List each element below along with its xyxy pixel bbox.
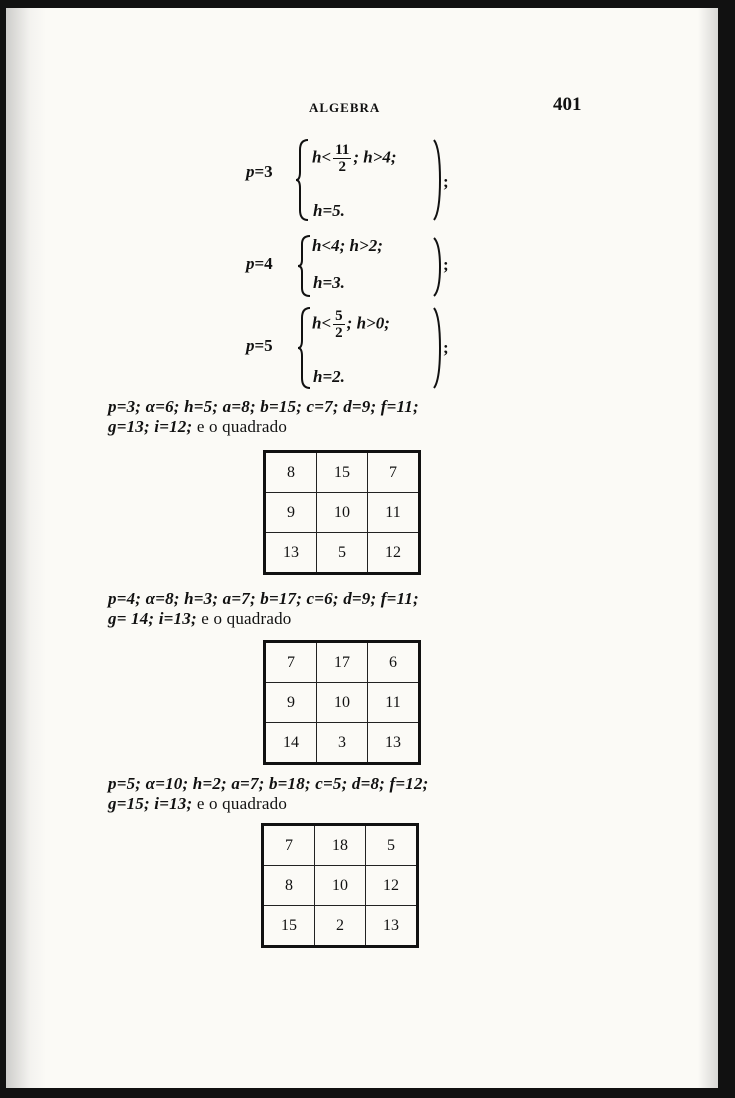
table-row xyxy=(265,493,420,533)
system-semicolon: ; xyxy=(443,255,449,274)
square-cell: 8 xyxy=(265,452,317,493)
square-cell: 10 xyxy=(317,493,368,533)
square-cell: 13 xyxy=(385,733,401,751)
system-semicolon: ; xyxy=(443,172,449,191)
square-cell: 6 xyxy=(368,642,420,683)
case-1-line-2: g=13; i=12; e o quadrado xyxy=(108,417,288,436)
book-page xyxy=(6,8,718,1088)
left-brace-icon xyxy=(298,306,312,390)
system-line-1: h<4; h>2; xyxy=(312,236,383,255)
square-cell: 11 xyxy=(368,683,420,723)
square-cell: 12 xyxy=(385,543,401,561)
square-cell: 2 xyxy=(315,906,366,947)
fraction: $\frac{5}{2}$ xyxy=(335,308,343,341)
table-row xyxy=(265,723,420,764)
square-cell: 8 xyxy=(263,866,315,906)
table-row xyxy=(265,683,420,723)
table-row xyxy=(263,866,418,906)
case-3-line-1: p=5; α=10; h=2; a=7; b=18; c=5; d=8; f=12; xyxy=(108,774,429,793)
running-header: ALGEBRA xyxy=(309,100,381,115)
square-cell: 18 xyxy=(315,825,366,866)
page-number: 401 xyxy=(553,94,582,115)
table-row xyxy=(265,452,420,493)
magic-square-2 xyxy=(263,640,421,765)
right-paren-icon xyxy=(432,306,442,390)
square-cell: 15 xyxy=(317,452,368,493)
square-cell: 15 xyxy=(263,906,315,947)
case-3-line-2: g=15; i=13; e o quadrado xyxy=(108,794,288,813)
left-brace-icon xyxy=(298,234,312,298)
table-row xyxy=(265,642,420,683)
square-cell: 13 xyxy=(383,916,399,934)
case-2-line-2: g= 14; i=13; e o quadrado xyxy=(108,609,292,628)
square-cell: 5 xyxy=(366,825,418,866)
fraction: $\frac{11}{2}$ xyxy=(335,142,350,175)
magic-square-1 xyxy=(263,450,421,575)
square-cell: 10 xyxy=(315,866,366,906)
square-cell: 9 xyxy=(265,683,317,723)
square-cell: 14 xyxy=(265,723,317,764)
square-cell: 10 xyxy=(317,683,368,723)
right-paren-icon xyxy=(432,138,442,222)
system-lhs: p=5 xyxy=(246,336,273,355)
right-paren-icon xyxy=(432,236,442,298)
system-line-2: h=3. xyxy=(313,273,345,292)
system-line-1: h< $\frac{11}{2}$ ; h>4; xyxy=(312,142,397,175)
square-cell: 17 xyxy=(317,642,368,683)
square-cell: 12 xyxy=(366,866,418,906)
system-line-1: h< $\frac{5}{2}$ ; h>0; xyxy=(312,308,390,341)
system-lhs: p=3 xyxy=(246,162,273,181)
square-cell: 9 xyxy=(265,493,317,533)
system-line-2: h=2. xyxy=(313,367,345,386)
table-row xyxy=(265,533,420,574)
case-1-line-1: p=3; α=6; h=5; a=8; b=15; c=7; d=9; f=11; xyxy=(108,397,419,416)
table-row xyxy=(263,906,418,947)
magic-square-3 xyxy=(261,823,419,948)
square-cell: 3 xyxy=(317,723,368,764)
scan-shadow-right xyxy=(698,8,718,1088)
square-cell: 7 xyxy=(265,642,317,683)
square-cell: 11 xyxy=(368,493,420,533)
square-cell: 7 xyxy=(263,825,315,866)
system-lhs: p=4 xyxy=(246,254,273,273)
square-cell: 7 xyxy=(368,452,420,493)
system-line-2: h=5. xyxy=(313,201,345,220)
left-brace-icon xyxy=(296,138,310,222)
scan-shadow-left xyxy=(6,8,46,1088)
square-cell: 5 xyxy=(317,533,368,574)
system-semicolon: ; xyxy=(443,338,449,357)
square-cell: 13 xyxy=(265,533,317,574)
table-row xyxy=(263,825,418,866)
case-2-line-1: p=4; α=8; h=3; a=7; b=17; c=6; d=9; f=11; xyxy=(108,589,419,608)
